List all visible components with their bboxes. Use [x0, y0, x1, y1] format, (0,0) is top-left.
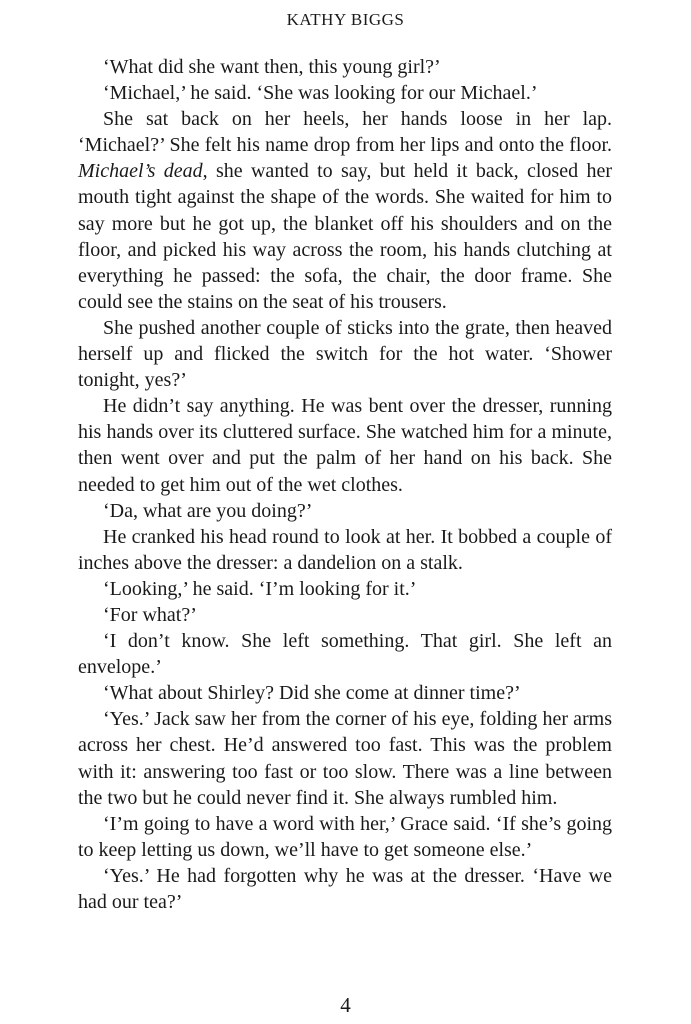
- paragraph-3-after: , she wanted to say, but held it back, closed her mouth tight against the shape of the words. She waited for him to say more but he got up, the blanket off his shoulders and on the floor, and picked his way across the room, his hands clutching at everything he passed: the sofa, the chair, the door frame. She could see the stains on the seat of his trousers.: [78, 160, 612, 313]
- paragraph-9: ‘For what?’: [103, 603, 197, 626]
- paragraph-12: ‘Yes.’ Jack saw her from the corner of his eye, folding her arms across her chest. He’d answered too fast. This was the problem with it: answering too fast or too slow. There was a line between the two but he could never find it. She always rumbled him.: [78, 708, 612, 809]
- text-body: [78, 54, 612, 915]
- paragraph-7: He cranked his head round to look at her. It bobbed a couple of inches above the dresser: a dandelion on a stalk.: [78, 525, 612, 574]
- paragraph-3: [78, 106, 612, 315]
- paragraph-1: ‘What did she want then, this young girl?’: [103, 56, 441, 78]
- paragraph-8: ‘Looking,’ he said. ‘I’m looking for it.’: [103, 577, 417, 600]
- paragraph-10: ‘I don’t know. She left something. That girl. She left an envelope.’: [78, 630, 612, 679]
- paragraph-14: ‘Yes.’ He had forgotten why he was at the dresser. ‘Have we had our tea?’: [78, 864, 612, 913]
- paragraph-13: ‘I’m going to have a word with her,’ Grace said. ‘If she’s going to keep letting us down, we’ll have to get someone else.’: [78, 812, 612, 861]
- paragraph-3-emphasis: Michael’s dead: [78, 160, 203, 183]
- paragraph-3-before: She sat back on her heels, her hands loose in her lap. ‘Michael?’ She felt his name drop from her lips and onto the floor.: [78, 108, 612, 157]
- running-head: KATHY BIGGS: [286, 10, 405, 29]
- paragraph-11: ‘What about Shirley? Did she come at dinner time?’: [103, 682, 521, 705]
- paragraph-2: ‘Michael,’ he said. ‘She was looking for our Michael.’: [103, 82, 538, 105]
- paragraph-6: ‘Da, what are you doing?’: [103, 499, 313, 522]
- paragraph-5: He didn’t say anything. He was bent over the dresser, running his hands over its cluttered surface. She watched him for a minute, then went over and put the palm of her hand on his back. She needed to get him out of the wet clothes.: [78, 395, 612, 496]
- page-number: 4: [340, 993, 351, 1017]
- paragraph-4: She pushed another couple of sticks into the grate, then heaved herself up and flicked the switch for the hot water. ‘Shower tonight, yes?’: [78, 316, 612, 392]
